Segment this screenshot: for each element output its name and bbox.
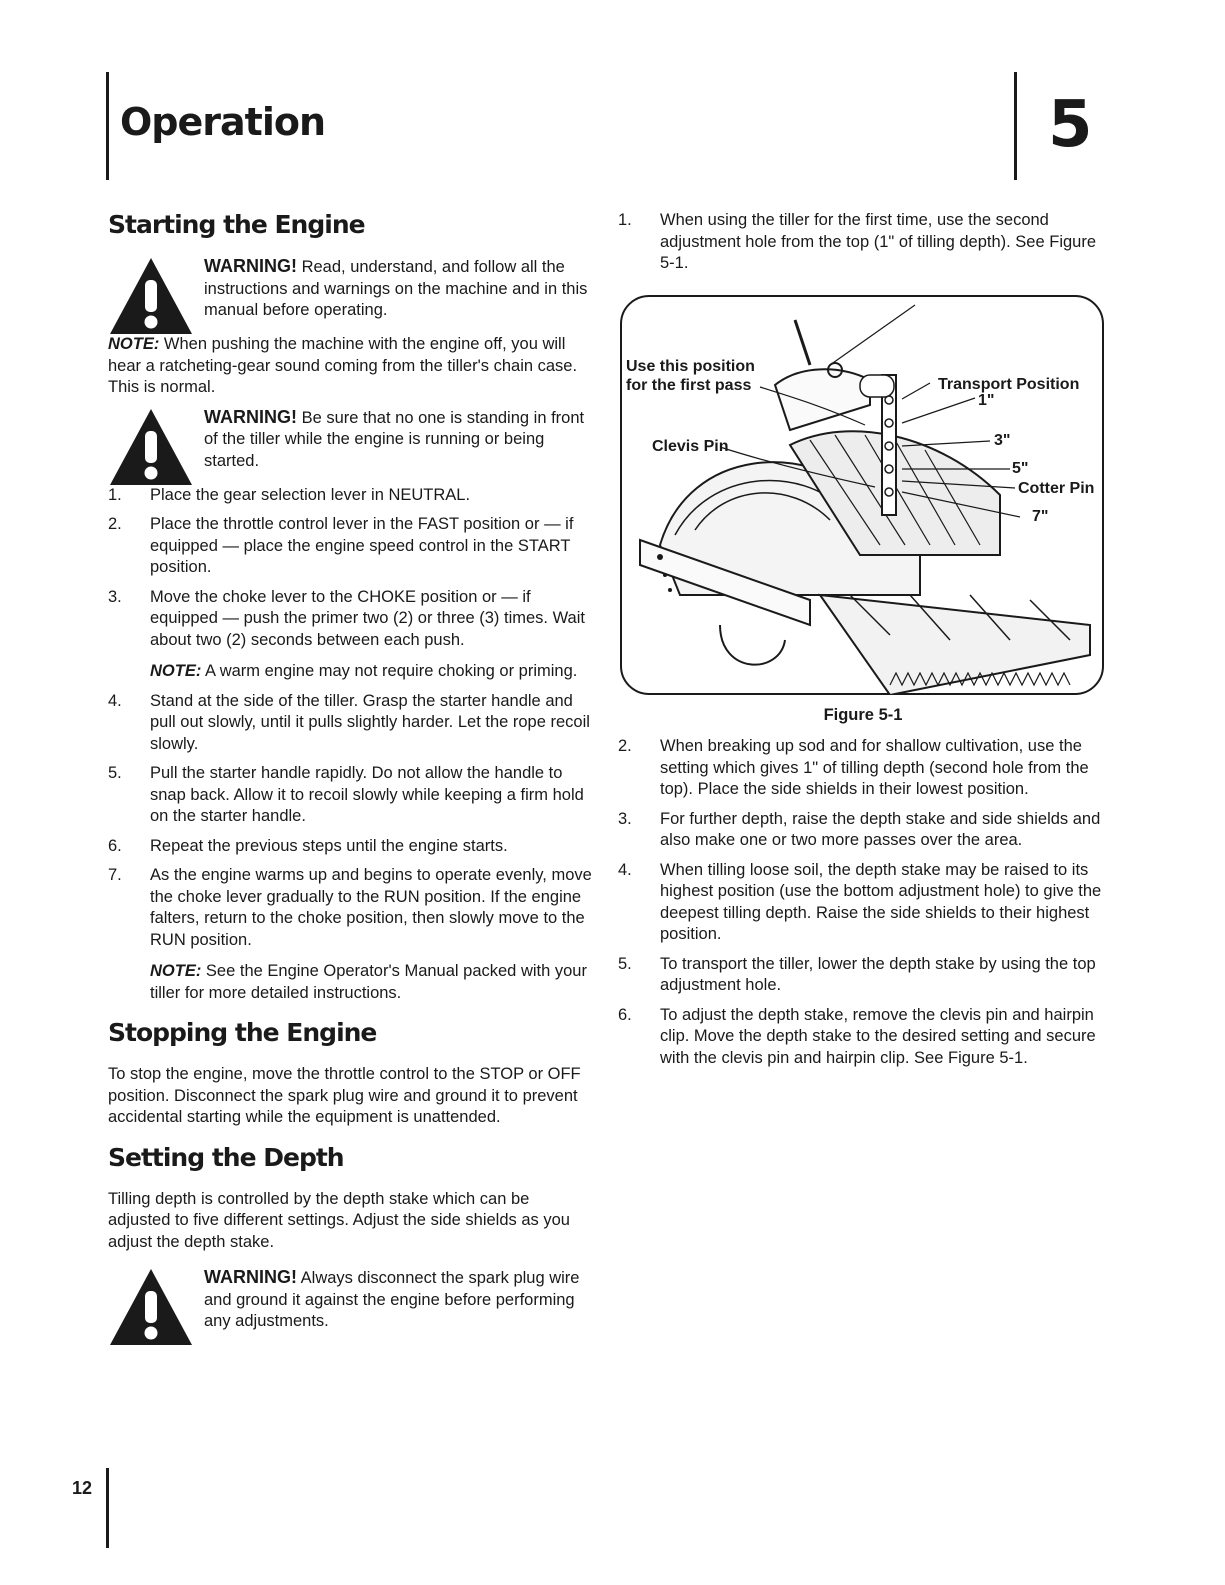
step-text: To transport the tiller, lower the depth stake by using the top adjustment hole. <box>660 954 1096 994</box>
warning-icon <box>108 1267 194 1347</box>
starting-steps-continued <box>108 691 594 952</box>
warning-label: WARNING! <box>204 1267 297 1287</box>
step-text: Move the choke lever to the CHOKE position or — if equipped — push the primer two (2) or three (3) times. Wait about two (2) seconds between each push. <box>150 587 585 649</box>
depth-steps-intro <box>618 210 1108 275</box>
footer-rule <box>106 1468 109 1548</box>
list-item <box>618 1005 1108 1070</box>
starting-steps <box>108 485 594 652</box>
heading-stopping-engine: Stopping the Engine <box>108 1018 377 1047</box>
list-item <box>108 865 594 951</box>
header-right-rule <box>1014 72 1017 180</box>
stopping-paragraph: To stop the engine, move the throttle control to the STOP or OFF position. Disconnect the spark plug wire and ground it to prevent accidental starting while the equipment is unattended. <box>108 1065 581 1126</box>
warning-text: Be sure that no one is standing in front of the tiller while the engine is running or being started. <box>204 408 585 470</box>
step-text: Pull the starter handle rapidly. Do not allow the handle to snap back. Allow it to recoil slowly while keeping a firm hold on the starter handle. <box>150 764 584 825</box>
list-item <box>108 836 594 858</box>
note-text: When pushing the machine with the engine off, you will hear a ratcheting-gear sound coming from the tiller's chain case. This is normal. <box>108 335 578 396</box>
left-column <box>108 210 594 1345</box>
step-text: When using the tiller for the first time, use the second adjustment hole from the top (1" of tilling depth). See Figure 5-1. <box>660 211 1097 272</box>
step-text: When breaking up sod and for shallow cultivation, use the setting which gives 1" of tilling depth (second hole from the top). Place the side shields in their lowest position. <box>660 737 1089 798</box>
callout-first-pass: Use this position for the first pass <box>626 357 755 394</box>
callout-depth-5: 5" <box>1012 459 1029 477</box>
heading-setting-depth: Setting the Depth <box>108 1142 344 1172</box>
list-item <box>108 691 594 756</box>
section-stopping <box>108 1018 594 1129</box>
step-number: 2. <box>108 515 122 533</box>
callout-clevis-pin: Clevis Pin <box>652 437 729 455</box>
step-number: 3. <box>108 587 122 606</box>
note-operators-manual <box>108 961 594 1004</box>
list-item <box>618 860 1108 946</box>
list-item <box>618 736 1108 801</box>
step-number: 4. <box>618 860 632 879</box>
section-depth <box>108 1143 594 1340</box>
step-text: Place the gear selection lever in NEUTRAL. <box>150 485 471 504</box>
step-number: 2. <box>618 737 632 755</box>
step-text: Place the throttle control lever in the FAST position or — if equipped — place the engine speed control in the START position. <box>150 515 574 576</box>
step-text: Repeat the previous steps until the engine starts. <box>150 836 508 855</box>
step-text: As the engine warms up and begins to operate evenly, move the choke lever gradually to the RUN position. If the engine falters, return to the choke position, then slowly move to the RUN position. <box>150 866 592 949</box>
warning-label: WARNING! <box>204 256 297 276</box>
step-number: 5. <box>108 764 122 782</box>
heading-starting-engine: Starting the Engine <box>108 210 365 239</box>
note-text: A warm engine may not require choking or priming. <box>201 662 578 680</box>
list-item <box>618 210 1108 275</box>
callout-depth-7: 7" <box>1032 507 1049 525</box>
step-number: 6. <box>108 836 122 855</box>
step-text: When tilling loose soil, the depth stake may be raised to its highest position (use the bottom adjustment hole) to give the deepest tilling depth. Raise the side shields to their highest position. <box>660 860 1102 943</box>
page-number: 12 <box>72 1478 93 1498</box>
step-number: 5. <box>618 954 632 973</box>
warning-block-1 <box>108 256 594 328</box>
right-column <box>618 210 1108 1079</box>
page-title: Operation <box>120 100 326 144</box>
list-item <box>108 763 594 828</box>
header-left-rule <box>106 72 109 180</box>
list-item <box>108 587 594 652</box>
step-number: 1. <box>618 211 632 229</box>
step-number: 6. <box>618 1005 632 1024</box>
note-text: See the Engine Operator's Manual packed with your tiller for more detailed instructions. <box>150 962 587 1002</box>
step-number: 3. <box>618 809 632 828</box>
warning-label: WARNING! <box>204 406 297 427</box>
step-text: To adjust the depth stake, remove the clevis pin and hairpin clip. Move the depth stake to the desired setting and secure with the clevis pin and hairpin clip. See Figure 5-1. <box>660 1005 1096 1067</box>
step-text: Stand at the side of the tiller. Grasp the starter handle and pull out slowly, until it pulls slightly harder. Let the rope recoil slowly. <box>150 691 590 753</box>
list-item <box>618 809 1108 852</box>
callout-cotter-pin: Cotter Pin <box>1018 479 1095 497</box>
chapter-number: 5 <box>1048 88 1093 162</box>
note-label: NOTE: <box>150 962 202 980</box>
depth-paragraph: Tilling depth is controlled by the depth stake which can be adjusted to five different settings. Adjust the side shields as you adjust the depth stake. <box>108 1189 570 1251</box>
list-item <box>108 514 594 579</box>
list-item <box>618 954 1108 997</box>
warning-text: Always disconnect the spark plug wire and ground it against the engine before performing any adjustments. <box>204 1269 580 1330</box>
note-label: NOTE: <box>108 335 160 353</box>
callout-depth-3: 3" <box>994 431 1011 449</box>
warning-icon <box>108 407 194 487</box>
note-chain-case <box>108 334 594 399</box>
depth-steps <box>618 736 1108 1069</box>
figure-caption: Figure 5-1 <box>823 705 903 724</box>
step-number: 7. <box>108 866 122 884</box>
warning-block-2 <box>108 407 594 479</box>
callout-depth-1: 1" <box>978 391 995 409</box>
list-item <box>108 485 594 507</box>
note-warm-engine <box>108 661 594 683</box>
warning-block-3 <box>108 1267 594 1339</box>
step-number: 1. <box>108 485 122 504</box>
step-text: For further depth, raise the depth stake and side shields and also make one or two more passes over the area. <box>660 809 1101 849</box>
warning-text: Read, understand, and follow all the instructions and warnings on the machine and in this manual before operating. <box>204 258 588 319</box>
note-label: NOTE: <box>150 662 202 680</box>
step-number: 4. <box>108 691 122 710</box>
callout-transport-position: Transport Position <box>938 375 1080 393</box>
figure-5-1 <box>620 295 1104 695</box>
warning-icon <box>108 256 194 336</box>
